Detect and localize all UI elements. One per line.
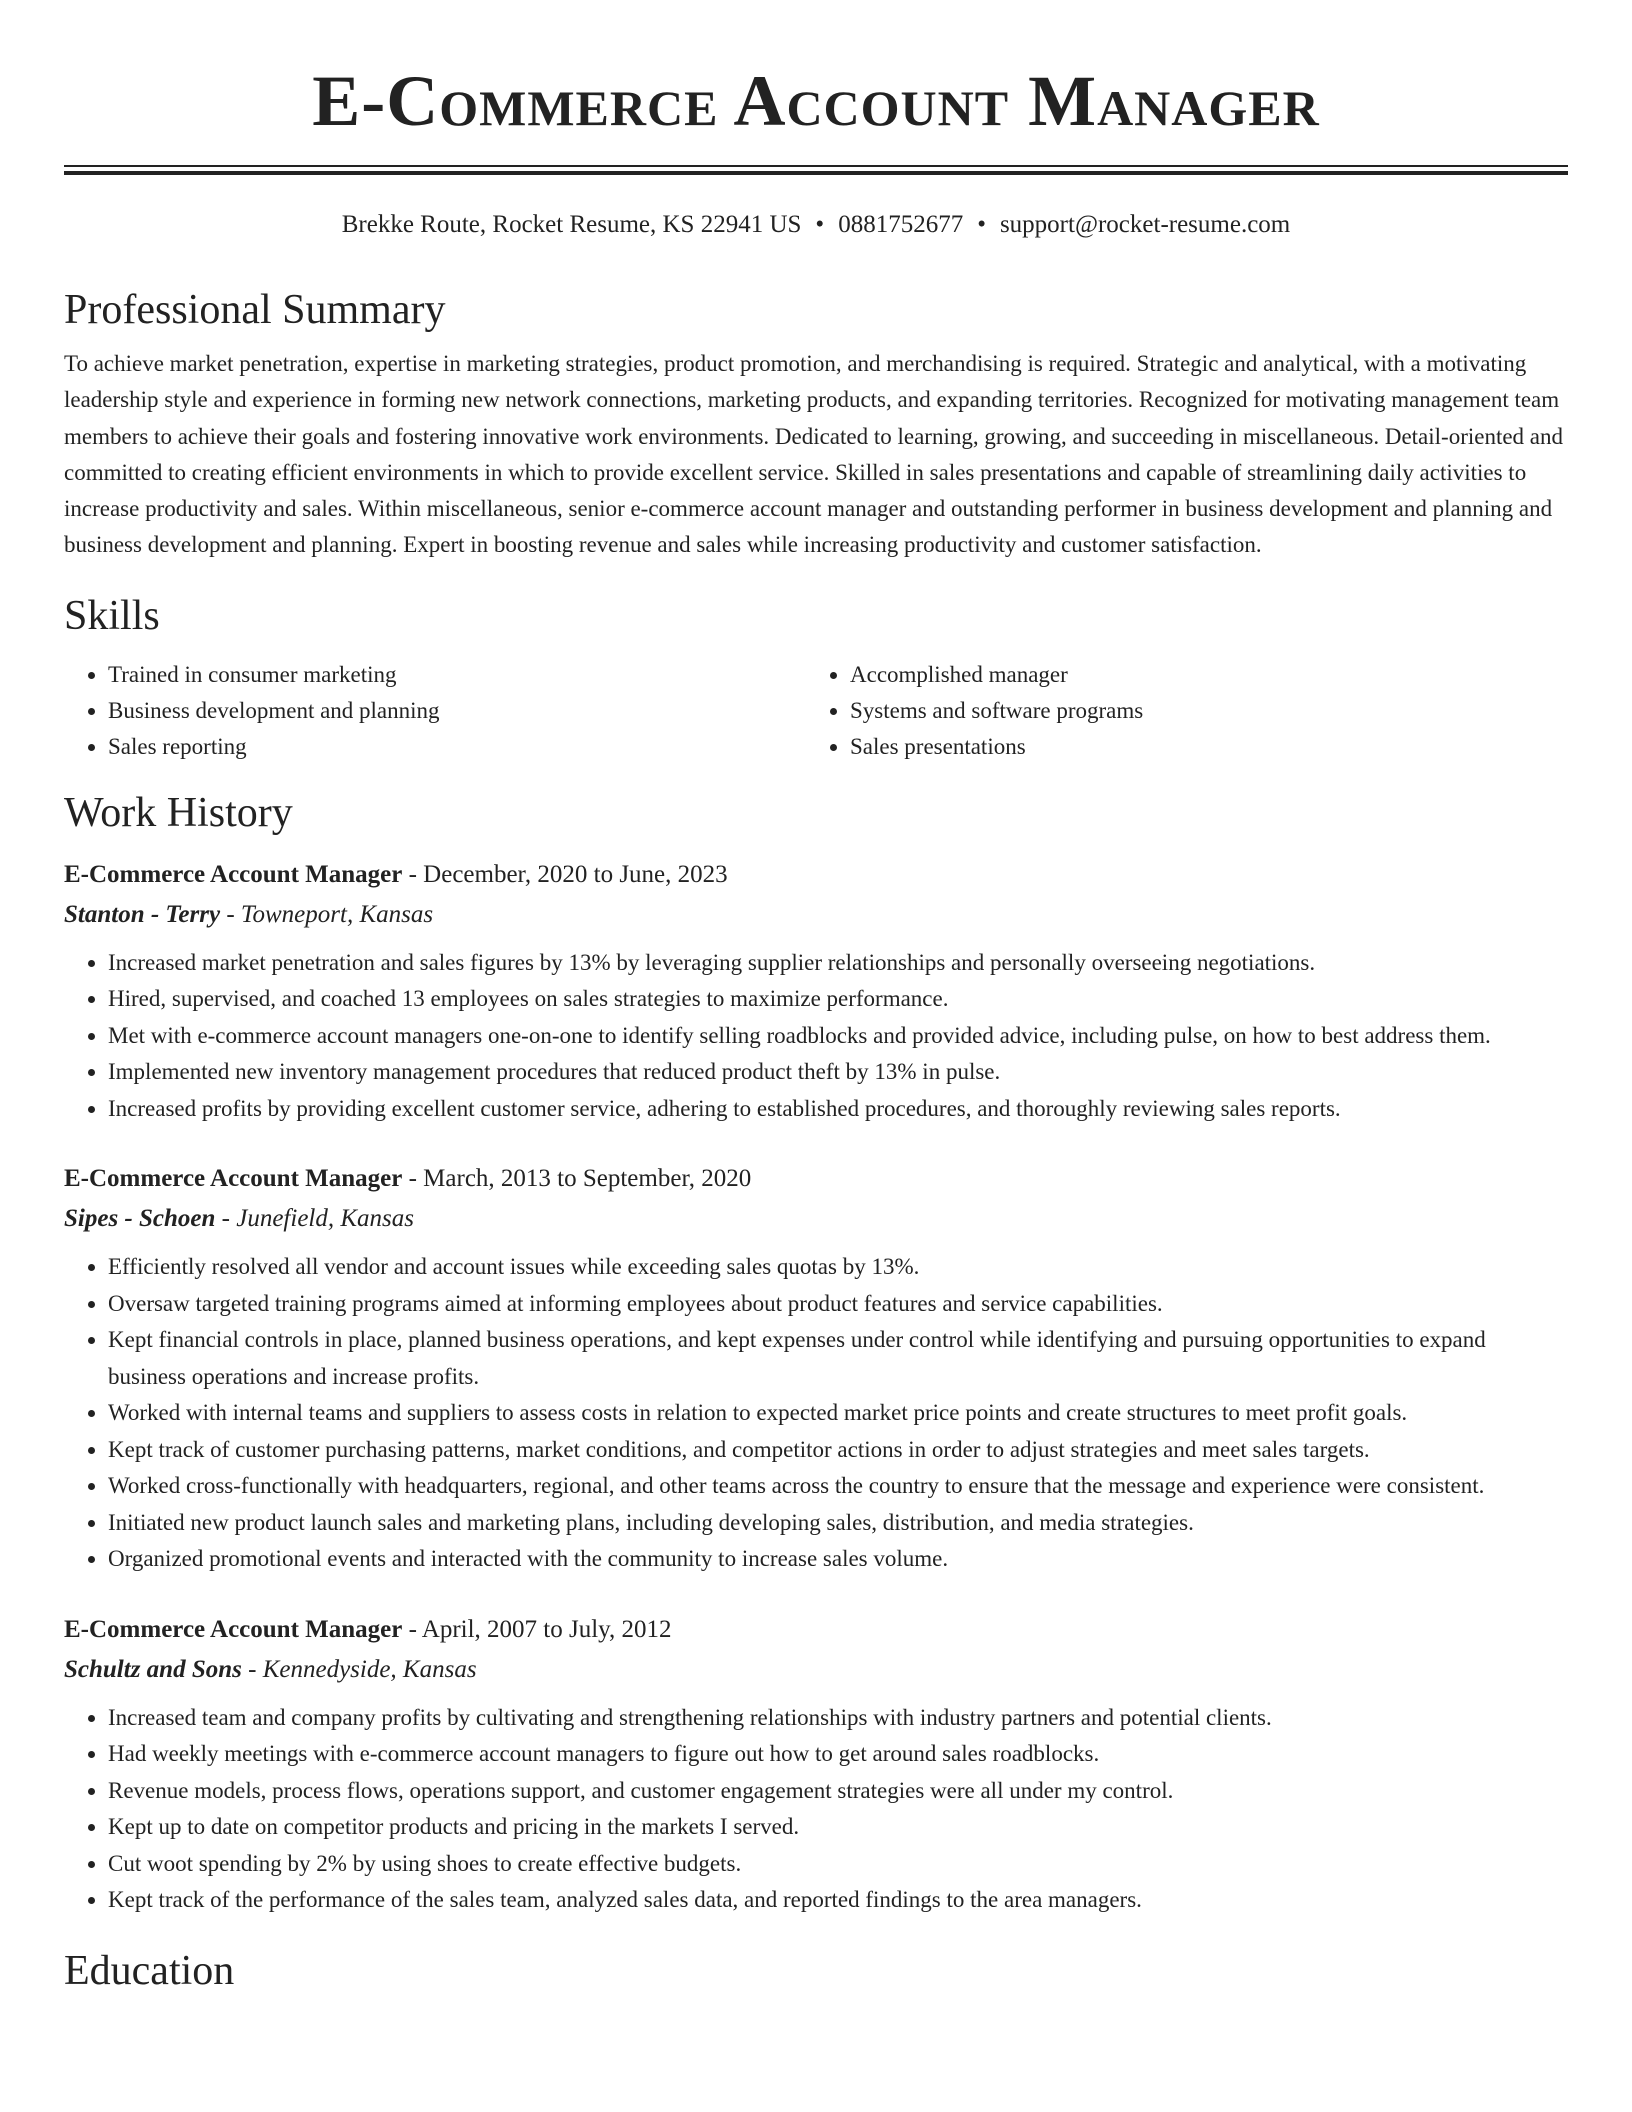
- job-bullet: • Increased team and company profits by cultivating and strengthening relationships with industry partners and potential clients.: [108, 1700, 1568, 1737]
- job-bullet: • Worked with internal teams and suppliers to assess costs in relation to expected market price points and create structures to meet profit goals.: [108, 1395, 1568, 1432]
- job-dates: - March, 2013 to September, 2020: [402, 1165, 752, 1193]
- summary-heading: Professional Summary: [64, 287, 446, 333]
- contact-email: support@rocket-resume.com: [999, 211, 1291, 238]
- education-heading: Education: [64, 1947, 235, 1994]
- job-entry: [64, 855, 1568, 1128]
- job-entry: [64, 1610, 1568, 1919]
- job-location: - Junefield, Kansas: [215, 1205, 414, 1233]
- header-double-rule: [64, 165, 1568, 175]
- skill-item: • Sales reporting: [108, 729, 806, 765]
- job-company: Sipes - Schoen: [64, 1205, 216, 1233]
- job-bullet: • Revenue models, process flows, operations support, and customer engagement strategies were all under my control.: [108, 1773, 1568, 1810]
- job-bullets: [64, 945, 1568, 1128]
- job-title-line: [64, 1159, 1568, 1199]
- skills-column-right: [806, 657, 1548, 765]
- job-bullet: • Oversaw targeted training programs aimed at informing employees about product features and service capabilities.: [108, 1286, 1568, 1323]
- job-bullet: • Kept financial controls in place, planned business operations, and kept expenses under control while identifying and pursuing opportunities to expand business operations and increase profits.: [108, 1322, 1568, 1395]
- job-bullet: • Implemented new inventory management procedures that reduced product theft by 13% in pulse.: [108, 1054, 1568, 1091]
- job-bullet: • Efficiently resolved all vendor and account issues while exceeding sales quotas by 13%.: [108, 1249, 1568, 1286]
- contact-address: Brekke Route, Rocket Resume, KS 22941 US: [341, 211, 802, 238]
- job-location: - Towneport, Kansas: [220, 900, 434, 928]
- job-bullet: • Hired, supervised, and coached 13 employees on sales strategies to maximize performance.: [108, 981, 1568, 1018]
- skill-item: • Trained in consumer marketing: [108, 657, 806, 693]
- job-role: E-Commerce Account Manager: [64, 1165, 403, 1193]
- contact-phone: 0881752677: [838, 211, 964, 238]
- job-bullet: • Worked cross-functionally with headquarters, regional, and other teams across the country to ensure that the message and experience were consistent.: [108, 1468, 1568, 1505]
- job-role: E-Commerce Account Manager: [64, 1615, 403, 1643]
- contact-line: [64, 208, 1568, 242]
- job-bullet: • Initiated new product launch sales and marketing plans, including developing sales, distribution, and media strategies.: [108, 1505, 1568, 1542]
- summary-text: To achieve market penetration, expertise in marketing strategies, product promotion, and merchandising is required. Strategic and analytical, with a motivating leadership style and experience in forming new network connections, marketing products, and expanding territories. Recognized for motivating management team members to achieve their goals and fostering innovative work environments. Dedicated to learning, growing, and succeeding in miscellaneous. Detail-oriented and committed to creating efficient environments in which to provide excellent service. Skilled in sales presentations and capable of streamlining daily activities to increase productivity and sales. Within miscellaneous, senior e-commerce account manager and outstanding performer in business development and planning and business development and planning. Expert in boosting revenue and sales while increasing productivity and customer satisfaction.: [64, 351, 1564, 558]
- job-company: Schultz and Sons: [64, 1655, 242, 1683]
- job-bullet: • Kept track of the performance of the sales team, analyzed sales data, and reported findings to the area managers.: [108, 1882, 1568, 1919]
- job-company-line: [64, 895, 1568, 935]
- job-bullet: • Cut woot spending by 2% by using shoes to create effective budgets.: [108, 1846, 1568, 1883]
- job-bullet: • Met with e-commerce account managers one-on-one to identify selling roadblocks and provided advice, including pulse, on how to best address them.: [108, 1018, 1568, 1055]
- job-bullet: • Kept up to date on competitor products and pricing in the markets I served.: [108, 1809, 1568, 1846]
- skills-heading: Skills: [64, 592, 160, 639]
- resume-page: [64, 0, 1568, 1997]
- job-entry: [64, 1159, 1568, 1578]
- job-company-line: [64, 1199, 1568, 1239]
- job-bullets: [64, 1700, 1568, 1919]
- work-history-heading: Work History: [64, 789, 293, 836]
- job-title-line: [64, 1610, 1568, 1650]
- skill-item: • Systems and software programs: [850, 693, 1548, 729]
- job-dates: - December, 2020 to June, 2023: [402, 860, 728, 888]
- job-bullet: • Had weekly meetings with e-commerce account managers to figure out how to get around sales roadblocks.: [108, 1736, 1568, 1773]
- job-title-line: [64, 855, 1568, 895]
- job-bullet: • Kept track of customer purchasing patterns, market conditions, and competitor actions in order to adjust strategies and meet sales targets.: [108, 1432, 1568, 1469]
- job-company: Stanton - Terry: [64, 900, 221, 928]
- skill-item: • Accomplished manager: [850, 657, 1548, 693]
- job-bullets: [64, 1249, 1568, 1578]
- skills-grid: [64, 657, 1568, 765]
- contact-separator: •: [977, 211, 986, 238]
- skill-item: • Sales presentations: [850, 729, 1548, 765]
- resume-name: E-Commerce Account Manager: [312, 61, 1320, 141]
- job-role: E-Commerce Account Manager: [64, 860, 403, 888]
- job-bullet: • Organized promotional events and interacted with the community to increase sales volume.: [108, 1541, 1568, 1578]
- job-bullet: • Increased profits by providing excellent customer service, adhering to established procedures, and thoroughly reviewing sales reports.: [108, 1091, 1568, 1128]
- job-dates: - April, 2007 to July, 2012: [402, 1615, 672, 1643]
- contact-separator: •: [815, 211, 825, 238]
- job-company-line: [64, 1650, 1568, 1690]
- skill-item: • Business development and planning: [108, 693, 806, 729]
- job-bullet: • Increased market penetration and sales figures by 13% by leveraging supplier relationships and personally overseeing negotiations.: [108, 945, 1568, 982]
- skills-column-left: [64, 657, 806, 765]
- job-location: - Kennedyside, Kansas: [241, 1655, 477, 1683]
